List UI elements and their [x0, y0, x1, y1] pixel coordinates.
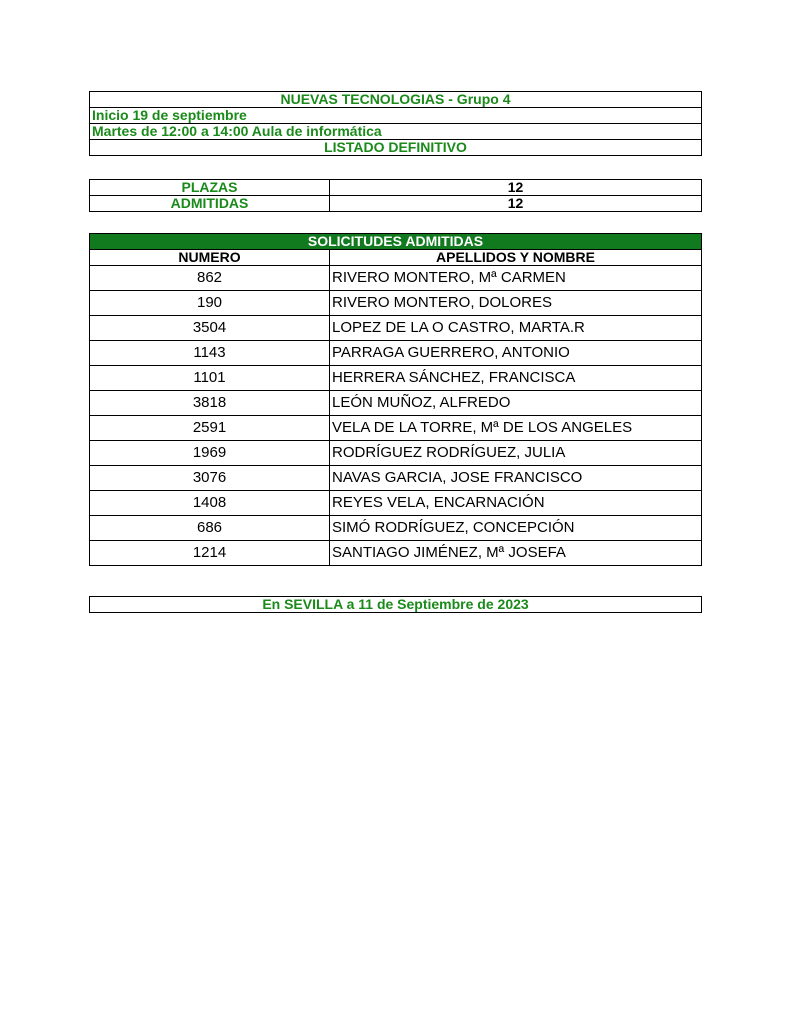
table-row [90, 266, 702, 291]
plazas-label: PLAZAS [90, 180, 330, 196]
column-header-name: APELLIDOS Y NOMBRE [330, 250, 702, 266]
applicant-name: RIVERO MONTERO, Mª CARMEN [330, 266, 702, 291]
table-row [90, 541, 702, 566]
applicant-name: RIVERO MONTERO, DOLORES [330, 291, 702, 316]
table-row [90, 416, 702, 441]
table-row [90, 316, 702, 341]
start-date: Inicio 19 de septiembre [90, 108, 702, 124]
applicant-name: SANTIAGO JIMÉNEZ, Mª JOSEFA [330, 541, 702, 566]
table-row [90, 391, 702, 416]
signature-footer [89, 596, 702, 613]
course-title: NUEVAS TECNOLOGIAS - Grupo 4 [90, 92, 702, 108]
applicant-name: RODRÍGUEZ RODRÍGUEZ, JULIA [330, 441, 702, 466]
applicant-number: 1143 [90, 341, 330, 366]
course-header [89, 91, 702, 156]
applicant-name: REYES VELA, ENCARNACIÓN [330, 491, 702, 516]
applicant-name: LEÓN MUÑOZ, ALFREDO [330, 391, 702, 416]
schedule-info: Martes de 12:00 a 14:00 Aula de informática [90, 124, 702, 140]
applicant-number: 3076 [90, 466, 330, 491]
applicant-name: SIMÓ RODRÍGUEZ, CONCEPCIÓN [330, 516, 702, 541]
applicant-number: 1408 [90, 491, 330, 516]
table-row [90, 366, 702, 391]
applicant-number: 2591 [90, 416, 330, 441]
applicant-name: PARRAGA GUERRERO, ANTONIO [330, 341, 702, 366]
table-row [90, 341, 702, 366]
signature-line: En SEVILLA a 11 de Septiembre de 2023 [90, 597, 702, 613]
places-summary [89, 179, 702, 212]
applicant-name: VELA DE LA TORRE, Mª DE LOS ANGELES [330, 416, 702, 441]
applicant-number: 3504 [90, 316, 330, 341]
plazas-value: 12 [330, 180, 702, 196]
applicant-name: LOPEZ DE LA O CASTRO, MARTA.R [330, 316, 702, 341]
table-row [90, 441, 702, 466]
admitted-list [89, 233, 702, 566]
admitidas-value: 12 [330, 196, 702, 212]
applicant-name: HERRERA SÁNCHEZ, FRANCISCA [330, 366, 702, 391]
applicant-number: 3818 [90, 391, 330, 416]
applicant-name: NAVAS GARCIA, JOSE FRANCISCO [330, 466, 702, 491]
table-row [90, 291, 702, 316]
table-row [90, 466, 702, 491]
column-header-number: NUMERO [90, 250, 330, 266]
applicant-number: 1101 [90, 366, 330, 391]
applicant-number: 686 [90, 516, 330, 541]
admitidas-label: ADMITIDAS [90, 196, 330, 212]
applicant-number: 190 [90, 291, 330, 316]
list-type: LISTADO DEFINITIVO [90, 140, 702, 156]
applicant-number: 1214 [90, 541, 330, 566]
applicant-number: 1969 [90, 441, 330, 466]
applicant-number: 862 [90, 266, 330, 291]
table-row [90, 491, 702, 516]
table-row [90, 516, 702, 541]
admitted-banner: SOLICITUDES ADMITIDAS [90, 234, 702, 250]
